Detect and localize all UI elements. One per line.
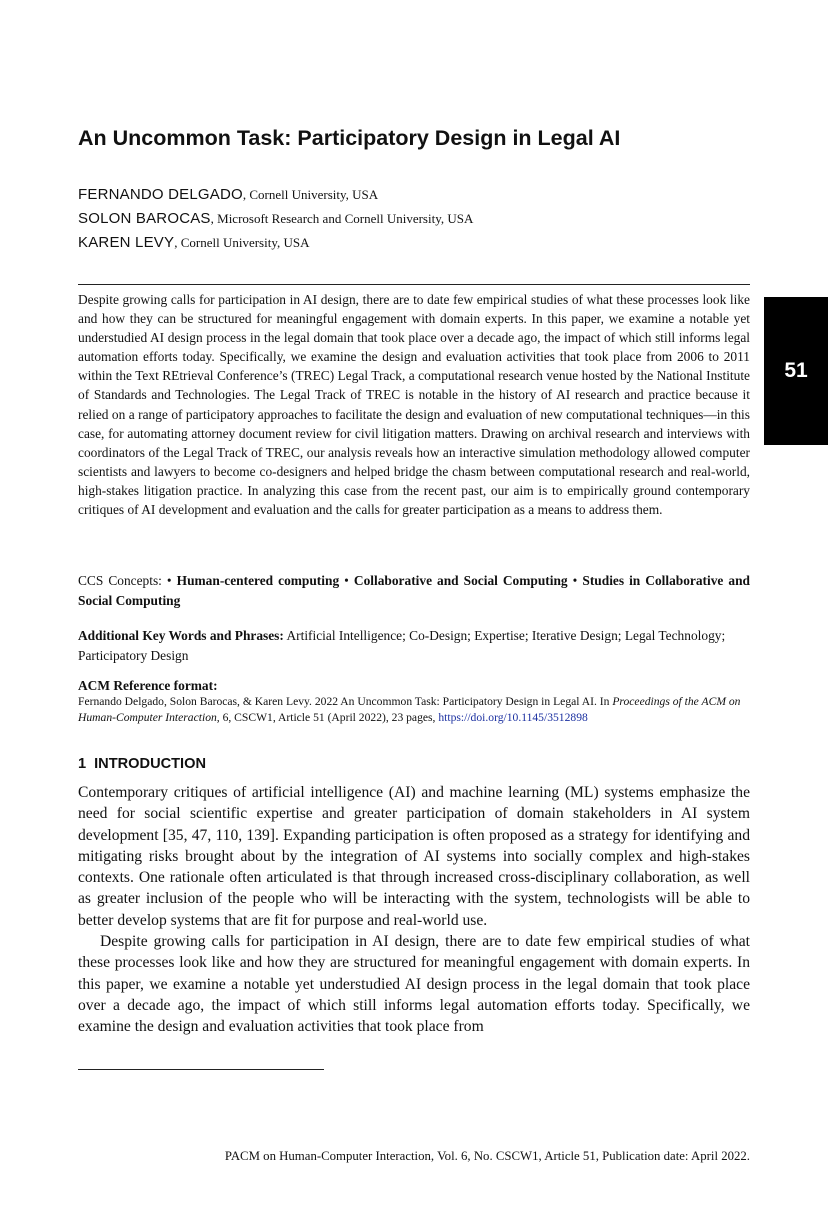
citation-text: 6, CSCW1, Article 51 (April 2022), 23 pages,	[219, 711, 439, 724]
ccs-bullet: •	[166, 573, 172, 588]
ccs-bullet: •	[344, 573, 349, 588]
author-name: FERNANDO DELGADO	[78, 186, 243, 203]
author-name: SOLON BAROCAS	[78, 210, 211, 227]
abstract: Despite growing calls for participation in AI design, there are to date few empirical studies of what these processes look like and how they can be structured for meaningful engagement with domain experts. In this paper, we examine a notable yet understudied AI design process in the legal domain that took place over a decade ago, the impact of which still informs legal automation efforts today. Specifically, we examine the design and evaluation activities that took place from 2006 to 2011 within the Text REtrieval Conference’s (TREC) Legal Track, a computational research venue hosted by the National Institute of Standards and Technologies. The Legal Track of TREC is notable in the history of AI research and practice because it relied on a range of participatory approaches to facilitate the design and evaluation of new computational techniques—in this case, for automating attorney document review for civil litigation matters. Drawing on archival research and interviews with coordinators of the Legal Track of TREC, our analysis reveals how an interactive simulation methodology allowed computer scientists and lawyers to become co-designers and helped bridge the chasm between computational research and real-world, high-stakes litigation practice. In analyzing this case from the recent past, our aim is to empirically ground contemporary critiques of AI development and evaluation and the calls for greater participation as a means to address them.	[78, 292, 750, 518]
citation-journal: Proceedings of the ACM on Human-Computer Interaction,	[78, 695, 741, 724]
ccs-bullet: •	[572, 573, 578, 588]
doi-link[interactable]: https://doi.org/10.1145/3512898	[438, 711, 588, 724]
introduction-body	[78, 782, 750, 1038]
keywords-text: Artificial Intelligence; Co-Design; Expertise; Iterative Design; Legal Technology; Participatory Design	[78, 628, 726, 663]
ccs-label: CCS Concepts:	[78, 573, 162, 588]
citation-text: Fernando Delgado, Solon Barocas, & Karen Levy. 2022 An Uncommon Task: Participatory Design in Legal AI. In	[78, 695, 613, 708]
section-heading	[78, 754, 750, 774]
section-title: INTRODUCTION	[94, 756, 207, 772]
author-entry	[78, 207, 758, 231]
acm-reference	[78, 677, 750, 726]
acm-reference-heading: ACM Reference format:	[78, 678, 218, 693]
article-number-tab	[764, 297, 828, 445]
author-entry	[78, 231, 758, 255]
ccs-concept: Collaborative and Social Computing	[353, 573, 568, 588]
abstract-divider	[78, 284, 750, 285]
acm-reference-citation	[78, 694, 750, 726]
page-footer: PACM on Human-Computer Interaction, Vol. 6, No. CSCW1, Article 51, Publication date: April 2022.	[224, 1149, 750, 1163]
paragraph: Despite growing calls for participation in AI design, there are to date few empirical studies of what these processes look like and how they are structured for meaningful engagement with domain experts. In this paper, we examine a notable yet understudied AI design process in the legal domain that took place over a decade ago, the impact of which still informs legal automation efforts today. Specifically, we examine the design and evaluation activities that took place from	[78, 933, 750, 1036]
paragraph: Contemporary critiques of artificial intelligence (AI) and machine learning (ML) systems emphasize the need for social scientific expertise and greater participation of domain stakeholders in AI system development [35, 47, 110, 139]. Expanding participation is often proposed as a strategy for identifying and mitigating risks brought about by the integration of AI systems into socially complex and high-stakes contexts. One rationale often articulated is that through increased cross-disciplinary collaboration, as well as greater inclusion of the people who will be interacting with the system, technologists will be able to better develop systems that are fit for purpose and real-world use.	[78, 784, 750, 929]
ccs-concepts	[78, 571, 750, 610]
author-affiliation: , Cornell University, USA	[242, 187, 379, 202]
author-affiliation: , Cornell University, USA	[174, 235, 310, 250]
ccs-concept: Studies in Collaborative and Social Computing	[78, 573, 750, 608]
paper-title: An Uncommon Task: Participatory Design in Legal AI	[78, 126, 621, 150]
ccs-concept: Human-centered computing	[176, 573, 340, 588]
author-entry	[78, 183, 758, 207]
footnote-divider	[78, 1069, 324, 1070]
author-list	[78, 183, 758, 255]
section-number: 1	[78, 756, 87, 772]
keywords	[78, 626, 750, 665]
article-number: 51	[784, 359, 808, 382]
keywords-label: Additional Key Words and Phrases:	[78, 628, 284, 643]
author-name: KAREN LEVY	[78, 234, 175, 251]
author-affiliation: , Microsoft Research and Cornell University, USA	[210, 211, 474, 226]
